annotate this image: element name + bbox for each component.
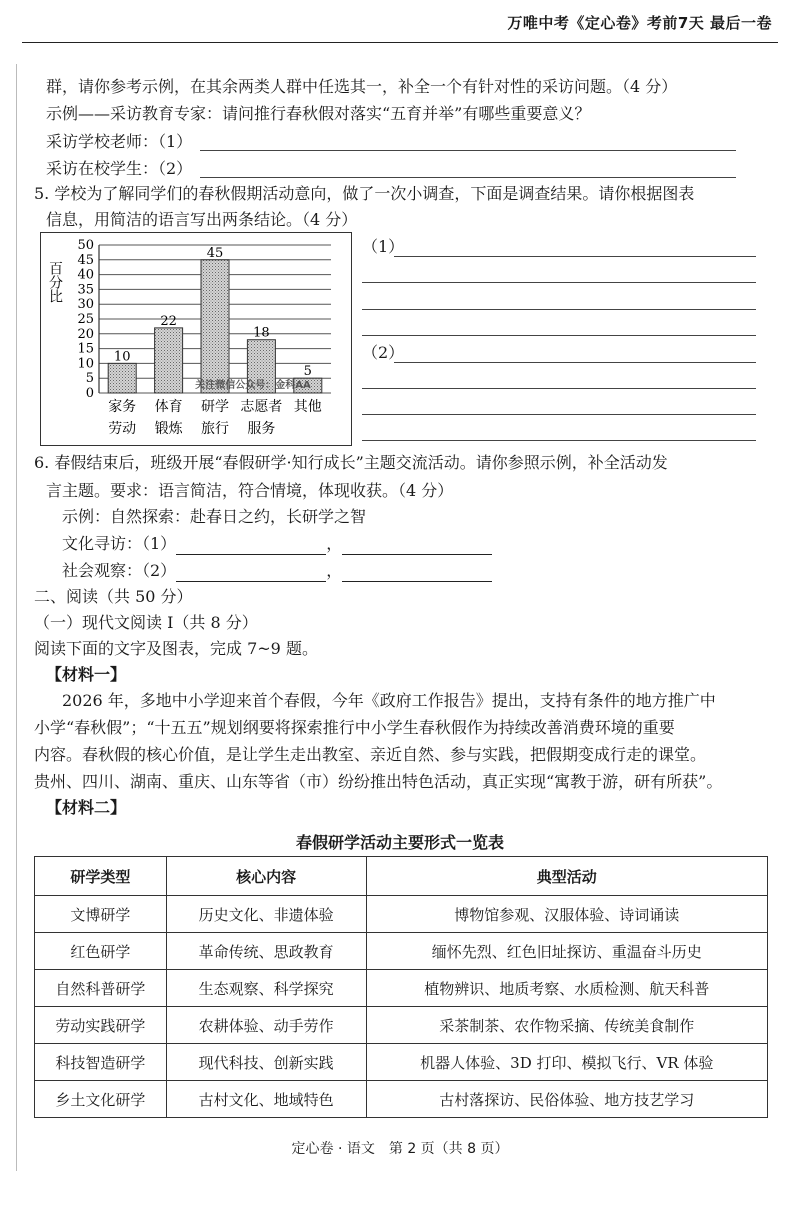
table-cell-activity: 博物馆参观、汉服体验、诗词诵读 (366, 896, 767, 933)
bar (108, 363, 136, 393)
x-tick-label: 研学 (201, 399, 229, 415)
x-tick-label: 志愿者 (240, 399, 283, 415)
q6-social-label: 社会观察：（2） (62, 561, 177, 580)
q5-question: 5. 学校为了解同学们的春秋假期活动意向，做了一次小调查，下面是调查结果。请你根据图表 (34, 184, 695, 203)
x-tick-label: 旅行 (201, 421, 229, 437)
table-cell-activity: 机器人体验、3D 打印、模拟飞行、VR 体验 (366, 1044, 767, 1081)
q4-instruction: 群，请你参考示例，在其余两类人群中任选其一，补全一个有针对性的采访问题。（4 分） (46, 77, 678, 96)
q5-answer2-line-4[interactable] (362, 440, 756, 441)
table-cell-content: 历史文化、非遗体验 (166, 896, 366, 933)
page-footer: 定心卷 · 语文 第 2 页（共 8 页） (291, 1141, 509, 1157)
table-cell-content: 革命传统、思政教育 (166, 933, 366, 970)
table-cell-type: 自然科普研学 (35, 970, 167, 1007)
q6-social-row (62, 560, 492, 582)
y-tick-label: 0 (85, 386, 94, 401)
x-tick-label: 家务 (108, 399, 137, 415)
material1-line-1: 2026 年，多地中小学迎来首个春假，今年《政府工作报告》提出，支持有条件的地方推广中 (62, 691, 716, 710)
q4-example: 示例——采访教育专家：请问推行春秋假对落实“五育并举”有哪些重要意义？ (46, 104, 591, 123)
q4-teacher-answer-line[interactable] (200, 150, 736, 151)
table-row (35, 896, 768, 933)
y-tick-label: 10 (77, 356, 94, 372)
table-header-row (35, 857, 768, 896)
x-tick-label: 服务 (247, 421, 276, 437)
reading-instruction: 阅读下面的文字及图表，完成 7~9 题。 (34, 639, 318, 658)
table-cell-type: 科技智造研学 (35, 1044, 167, 1081)
q6-social-blank-2[interactable] (342, 563, 492, 582)
table-cell-type: 乡土文化研学 (35, 1081, 167, 1118)
table-row (35, 1044, 768, 1081)
q6-question-cont: 言主题。要求：语言简洁，符合情境，体现收获。（4 分） (46, 481, 454, 500)
table-cell-type: 文博研学 (35, 896, 167, 933)
x-tick-label: 其他 (293, 399, 322, 415)
chart-svg (41, 233, 351, 445)
y-tick-label: 5 (85, 371, 94, 387)
y-tick-label: 15 (77, 341, 94, 357)
bar-value-label: 5 (303, 364, 312, 380)
bar-value-label: 18 (253, 325, 270, 341)
q5-answer1-line-1[interactable] (394, 256, 756, 257)
survey-bar-chart (40, 232, 352, 446)
material1-line-2: 小学“春秋假”；“十五五”规划纲要将探索推行中小学生春秋假作为持续改善消费环境的重要 (34, 718, 675, 737)
q4-teacher-label: 采访学校老师：（1） (46, 132, 193, 151)
q6-culture-blank-2[interactable] (342, 536, 492, 555)
page-header: 万唯中考《定心卷》考前7天 最后一卷 (507, 14, 772, 32)
table-header-content: 核心内容 (166, 857, 366, 896)
table-cell-type: 劳动实践研学 (35, 1007, 167, 1044)
y-tick-label: 30 (77, 297, 94, 313)
table-row (35, 1007, 768, 1044)
y-tick-label: 35 (77, 282, 94, 298)
table-row (35, 933, 768, 970)
binding-margin-line (16, 64, 17, 1171)
table-header-type: 研学类型 (35, 857, 167, 896)
q6-social-comma: ， (326, 561, 343, 580)
q6-culture-comma: ， (326, 534, 343, 553)
table-cell-content: 生态观察、科学探究 (166, 970, 366, 1007)
x-tick-label: 体育 (154, 399, 183, 415)
q5-answer1-line-4[interactable] (362, 335, 756, 336)
table-cell-activity: 缅怀先烈、红色旧址探访、重温奋斗历史 (366, 933, 767, 970)
header-divider (22, 42, 778, 43)
q4-student-label: 采访在校学生：（2） (46, 159, 193, 178)
table-cell-activity: 采茶制茶、农作物采摘、传统美食制作 (366, 1007, 767, 1044)
y-tick-label: 40 (77, 267, 94, 283)
q5-answer1-line-2[interactable] (362, 282, 756, 283)
material1-label: 【材料一】 (46, 665, 127, 684)
section-reading-sub: （一）现代文阅读 Ⅰ（共 8 分） (34, 613, 258, 632)
q4-student-answer-line[interactable] (200, 177, 736, 178)
y-tick-label: 20 (77, 326, 94, 342)
section-reading-title: 二、阅读（共 50 分） (34, 587, 193, 606)
q5-question-cont: 信息，用简洁的语言写出两条结论。（4 分） (46, 210, 358, 229)
x-tick-label: 锻炼 (154, 421, 183, 437)
bar-value-label: 10 (113, 349, 131, 365)
bar-value-label: 22 (160, 313, 177, 329)
table-cell-content: 古村文化、地域特色 (166, 1081, 366, 1118)
x-tick-label: 劳动 (108, 421, 137, 437)
table-header-activity: 典型活动 (366, 857, 767, 896)
bar (201, 260, 229, 393)
watermark-text: 关注微信公众号：金科AA (195, 380, 311, 391)
q6-culture-row (62, 533, 492, 555)
material2-label: 【材料二】 (46, 798, 127, 817)
q5-answer1-line-3[interactable] (362, 309, 756, 310)
table-cell-activity: 植物辨识、地质考察、水质检测、航天科普 (366, 970, 767, 1007)
q5-answer2-label: （2） (362, 343, 405, 362)
q6-social-blank-1[interactable] (176, 563, 326, 582)
q6-example: 示例：自然探索：赴春日之约，长研学之智 (62, 507, 367, 526)
q5-answer1-label: （1） (362, 237, 405, 256)
q5-answer2-line-2[interactable] (362, 388, 756, 389)
table-cell-content: 现代科技、创新实践 (166, 1044, 366, 1081)
table-cell-type: 红色研学 (35, 933, 167, 970)
q6-culture-blank-1[interactable] (176, 536, 326, 555)
q6-culture-label: 文化寻访：（1） (62, 534, 177, 553)
table-cell-content: 农耕体验、动手劳作 (166, 1007, 366, 1044)
y-tick-label: 50 (77, 238, 94, 253)
material1-line-4: 贵州、四川、湖南、重庆、山东等省（市）纷纷推出特色活动，真正实现“寓教于游，研有所获”。 (34, 772, 723, 791)
table-cell-activity: 古村落探访、民俗体验、地方技艺学习 (366, 1081, 767, 1118)
y-tick-label: 45 (77, 252, 94, 268)
y-axis-label: 百分比 (47, 261, 63, 303)
q5-answer2-line-1[interactable] (394, 362, 756, 363)
table-row (35, 1081, 768, 1118)
q6-question: 6. 春假结束后，班级开展“春假研学·知行成长”主题交流活动。请你参照示例，补全活动发 (34, 453, 668, 472)
table-row (35, 970, 768, 1007)
bar (155, 328, 183, 393)
bar-value-label: 45 (206, 245, 224, 261)
q5-answer2-line-3[interactable] (362, 414, 756, 415)
material1-line-3: 内容。春秋假的核心价值，是让学生走出教室、亲近自然、参与实践，把假期变成行走的课堂。 (34, 745, 707, 764)
y-tick-label: 25 (77, 312, 94, 327)
study-activity-table (34, 856, 768, 1118)
table-title: 春假研学活动主要形式一览表 (295, 833, 504, 852)
